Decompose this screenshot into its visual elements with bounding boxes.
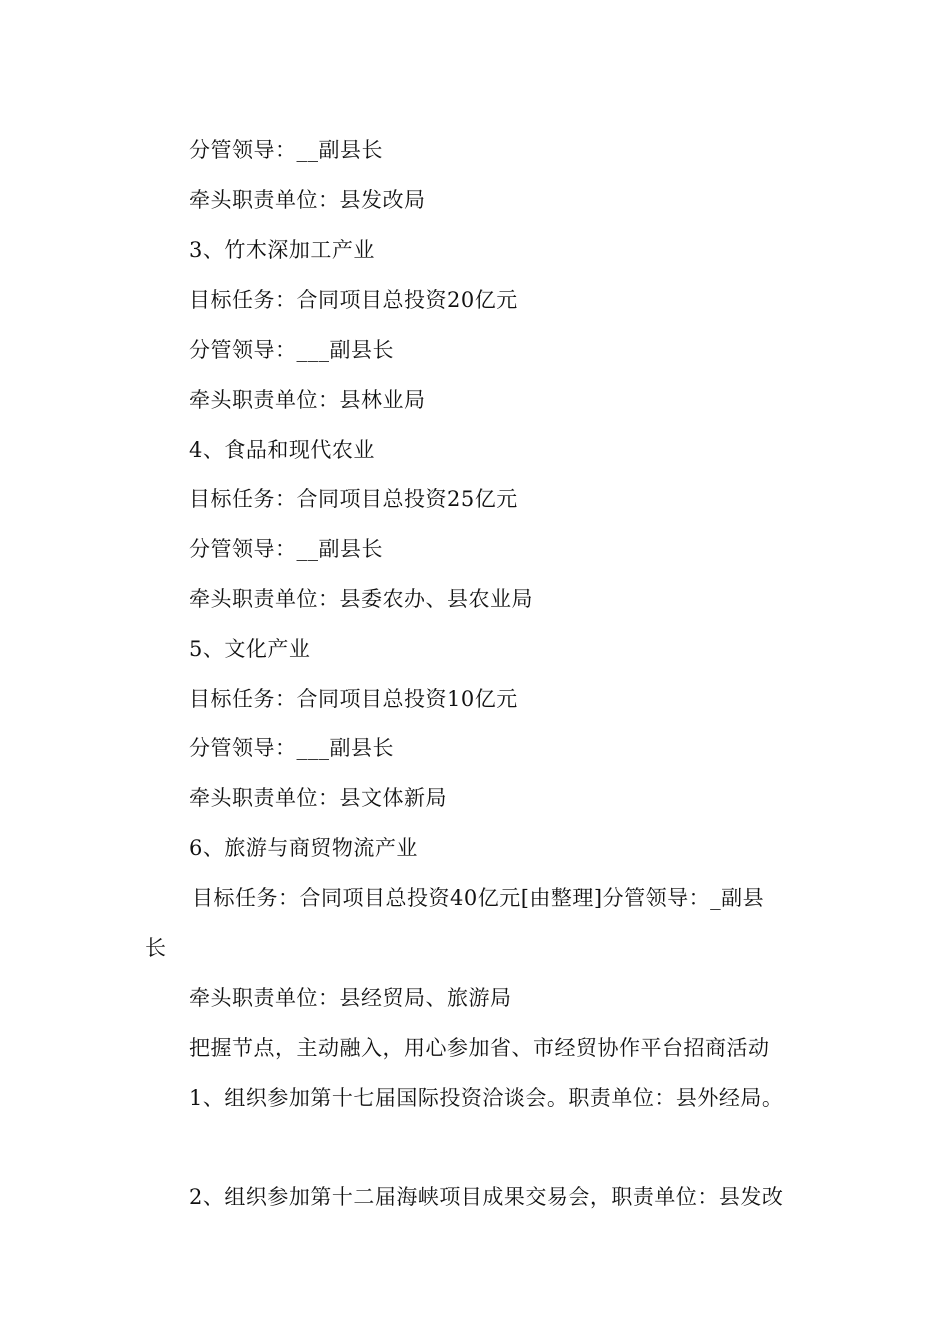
text-line: 目标任务：合同项目总投资25亿元 [189, 487, 518, 511]
section-heading: 把握节点，主动融入，用心参加省、市经贸协作平台招商活动 [189, 1036, 770, 1060]
text-line: 目标任务：合同项目总投资10亿元 [189, 687, 518, 711]
text-line: 牵头职责单位：县委农办、县农业局 [189, 587, 533, 611]
text-line: 牵头职责单位：县文体新局 [189, 786, 447, 810]
text-line: 长 [145, 936, 167, 960]
section-heading: 6、旅游与商贸物流产业 [189, 836, 418, 860]
section-heading: 3、竹木深加工产业 [189, 238, 375, 262]
text-line: 牵头职责单位：县林业局 [189, 388, 426, 412]
text-line: 1、组织参加第十七届国际投资洽谈会。职责单位：县外经局。 [189, 1086, 784, 1110]
text-line: 分管领导：__副县长 [189, 138, 383, 162]
text-line: 分管领导：__副县长 [189, 537, 383, 561]
text-line: 目标任务：合同项目总投资20亿元 [189, 288, 518, 312]
text-line: 牵头职责单位：县发改局 [189, 188, 426, 212]
text-line: 牵头职责单位：县经贸局、旅游局 [189, 986, 512, 1010]
text-line: 2、组织参加第十二届海峡项目成果交易会，职责单位：县发改 [189, 1185, 784, 1209]
text-line: 分管领导：___副县长 [189, 736, 394, 760]
section-heading: 5、文化产业 [189, 637, 311, 661]
text-line: 分管领导：___副县长 [189, 338, 394, 362]
section-heading: 4、食品和现代农业 [189, 438, 375, 462]
text-line: 目标任务：合同项目总投资40亿元[由整理]分管领导：_副县 [192, 886, 765, 910]
